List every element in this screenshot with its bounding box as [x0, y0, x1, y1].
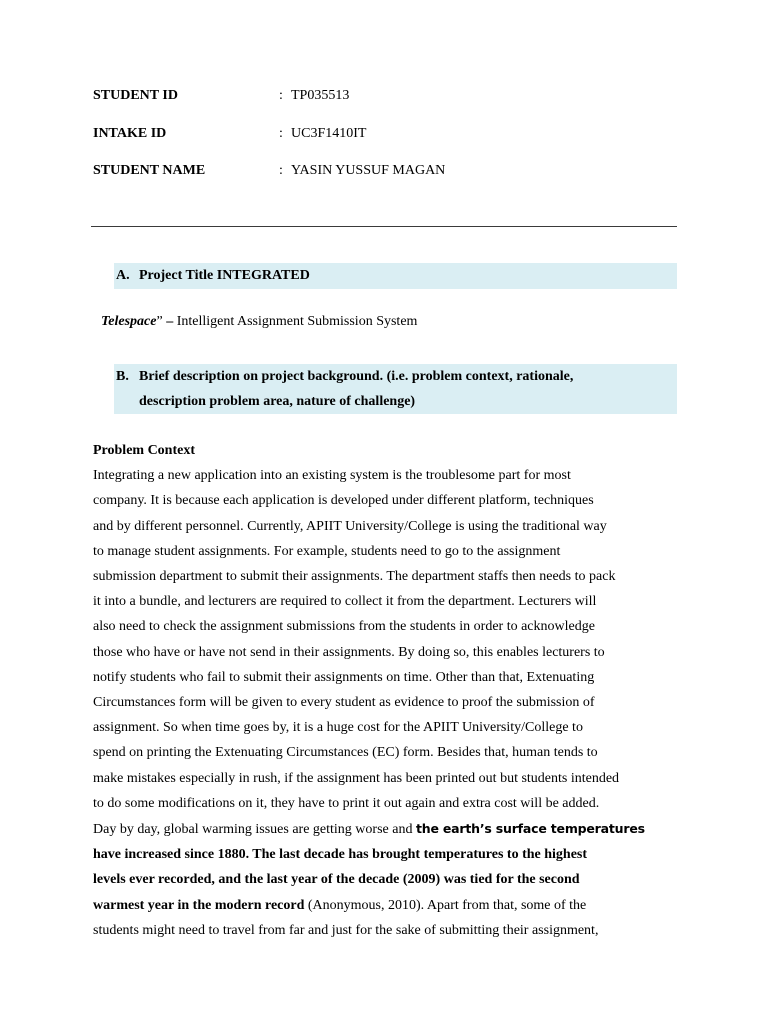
- paragraph-line: Integrating a new application into an existing system is the troublesome part for most: [93, 468, 571, 484]
- paragraph-line: assignment. So when time goes by, it is a huge cost for the APIIT University/College to: [93, 720, 583, 736]
- paragraph-line: also need to check the assignment submissions from the students in order to acknowledge: [93, 619, 595, 635]
- project-title-dash: –: [162, 314, 177, 329]
- section-b-text-1: Brief description on project background. (i.e. problem context, rationale,: [139, 369, 574, 384]
- student-name-separator: :: [279, 163, 283, 178]
- student-name-label: STUDENT NAME: [93, 163, 206, 178]
- problem-context-heading: Problem Context: [93, 443, 195, 458]
- paragraph-line: and by different personnel. Currently, APIIT University/College is using the traditional way: [93, 518, 607, 534]
- problem-context-section: [93, 438, 683, 943]
- paragraph-line: it into a bundle, and lecturers are required to collect it from the department. Lecturers will: [93, 594, 597, 610]
- section-b-heading: [114, 364, 677, 414]
- paragraph-line-bold: have increased since 1880. The last decade has brought temperatures to the highest: [93, 847, 588, 863]
- paragraph-line-mixed: [93, 816, 683, 842]
- paragraph-line: students might need to travel from far and just for the sake of submitting their assignment,: [93, 922, 599, 938]
- student-id-separator: :: [279, 88, 283, 103]
- student-id-label: STUDENT ID: [93, 88, 178, 103]
- paragraph-line-mixed: [93, 893, 683, 918]
- project-title: [101, 313, 417, 331]
- line-plain-part: Day by day, global warming issues are getting worse and: [93, 822, 416, 838]
- paragraph-line: to manage student assignments. For example, students need to go to the assignment: [93, 543, 561, 559]
- intake-id-value: UC3F1410IT: [291, 126, 367, 141]
- paragraph-line: notify students who fail to submit their assignments on time. Other than that, Extenuating: [93, 669, 595, 685]
- project-title-quote: ”: [156, 314, 163, 329]
- project-title-italic: Telespace: [101, 314, 157, 329]
- section-a-title: Project Title INTEGRATED: [139, 268, 310, 283]
- intake-id-label: INTAKE ID: [93, 126, 167, 141]
- project-title-rest: Intelligent Assignment Submission System: [176, 314, 418, 329]
- section-b-letter: B.: [116, 369, 129, 384]
- paragraph-line: to do some modifications on it, they have to print it out again and extra cost will be added.: [93, 795, 600, 811]
- paragraph-line: make mistakes especially in rush, if the assignment has been printed out but students intended: [93, 770, 620, 786]
- line-bold-part: the earth’s surface temperatures: [415, 821, 645, 837]
- paragraph-line: those who have or have not send in their assignments. By doing so, this enables lecturers to: [93, 644, 605, 660]
- paragraph-line: Circumstances form will be given to every student as evidence to proof the submission of: [93, 695, 595, 711]
- section-b-text-2: description problem area, nature of challenge): [139, 394, 416, 409]
- section-a-heading: [114, 263, 677, 289]
- intake-id-separator: :: [279, 126, 283, 141]
- section-a-letter: A.: [116, 268, 130, 283]
- paragraph-line: company. It is because each application is developed under different platform, techniques: [93, 493, 594, 509]
- line-plain-part: (Anonymous, 2010). Apart from that, some of the: [304, 897, 587, 913]
- paragraph-line: submission department to submit their assignments. The department staffs then needs to pack: [93, 569, 616, 585]
- paragraph-line-bold: levels ever recorded, and the last year of the decade (2009) was tied for the second: [93, 872, 580, 888]
- student-id-value: TP035513: [291, 88, 350, 103]
- horizontal-divider: [91, 226, 677, 227]
- paragraph-line: spend on printing the Extenuating Circumstances (EC) form. Besides that, human tends to: [93, 745, 598, 761]
- student-name-value: YASIN YUSSUF MAGAN: [291, 163, 446, 178]
- line-bold-part: warmest year in the modern record: [93, 897, 305, 913]
